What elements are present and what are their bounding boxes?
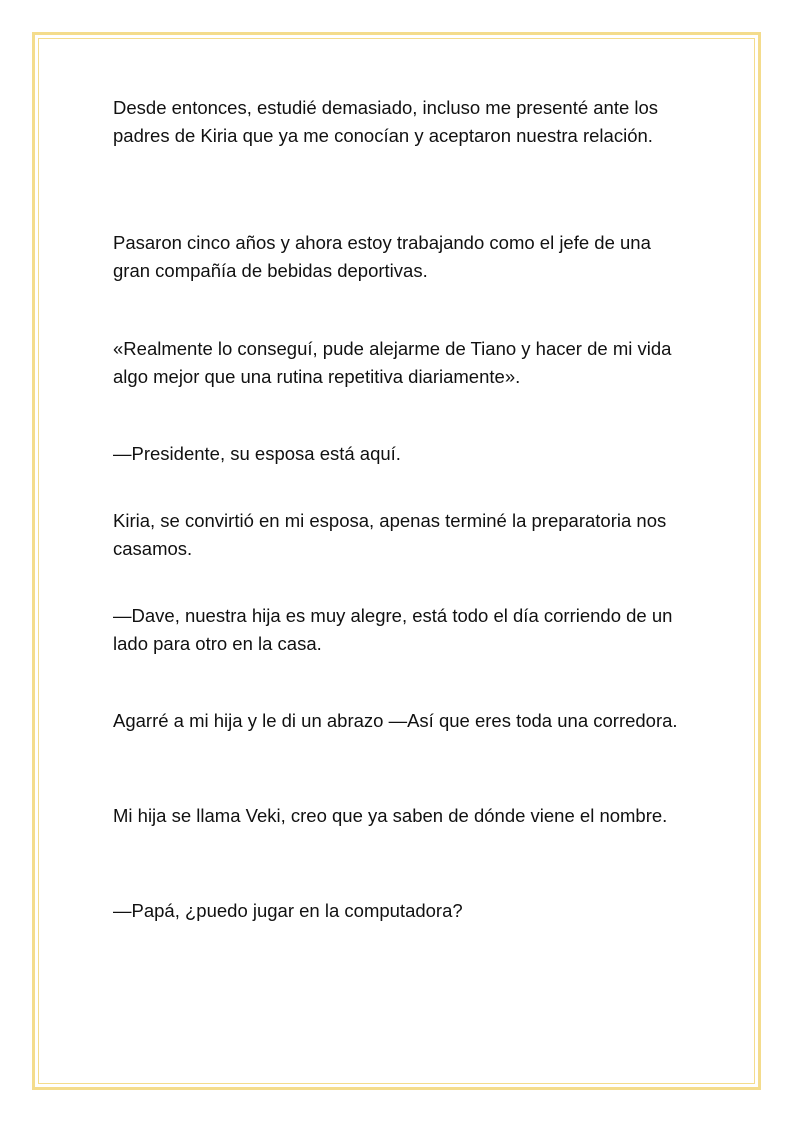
paragraph: Mi hija se llama Veki, creo que ya saben de dónde viene el nombre. [113, 805, 668, 826]
paragraph: —Papá, ¿puedo jugar en la computadora? [113, 900, 463, 921]
paragraph: Agarré a mi hija y le di un abrazo —Así que eres toda una corredora. [113, 710, 678, 731]
paragraph: Kiria, se convirtió en mi esposa, apenas terminé la preparatoria nos casamos. [113, 510, 667, 559]
paragraph: Pasaron cinco años y ahora estoy trabajando como el jefe de una gran compañía de bebidas deportivas. [113, 232, 651, 281]
paragraph: «Realmente lo conseguí, pude alejarme de Tiano y hacer de mi vida algo mejor que una rutina repetitiva diariamente». [113, 338, 672, 387]
paragraph: Desde entonces, estudié demasiado, incluso me presenté ante los padres de Kiria que ya me conocían y aceptaron nuestra relación. [113, 97, 659, 146]
paragraph: —Dave, nuestra hija es muy alegre, está todo el día corriendo de un lado para otro en la casa. [113, 605, 673, 654]
paragraph: —Presidente, su esposa está aquí. [113, 443, 401, 464]
